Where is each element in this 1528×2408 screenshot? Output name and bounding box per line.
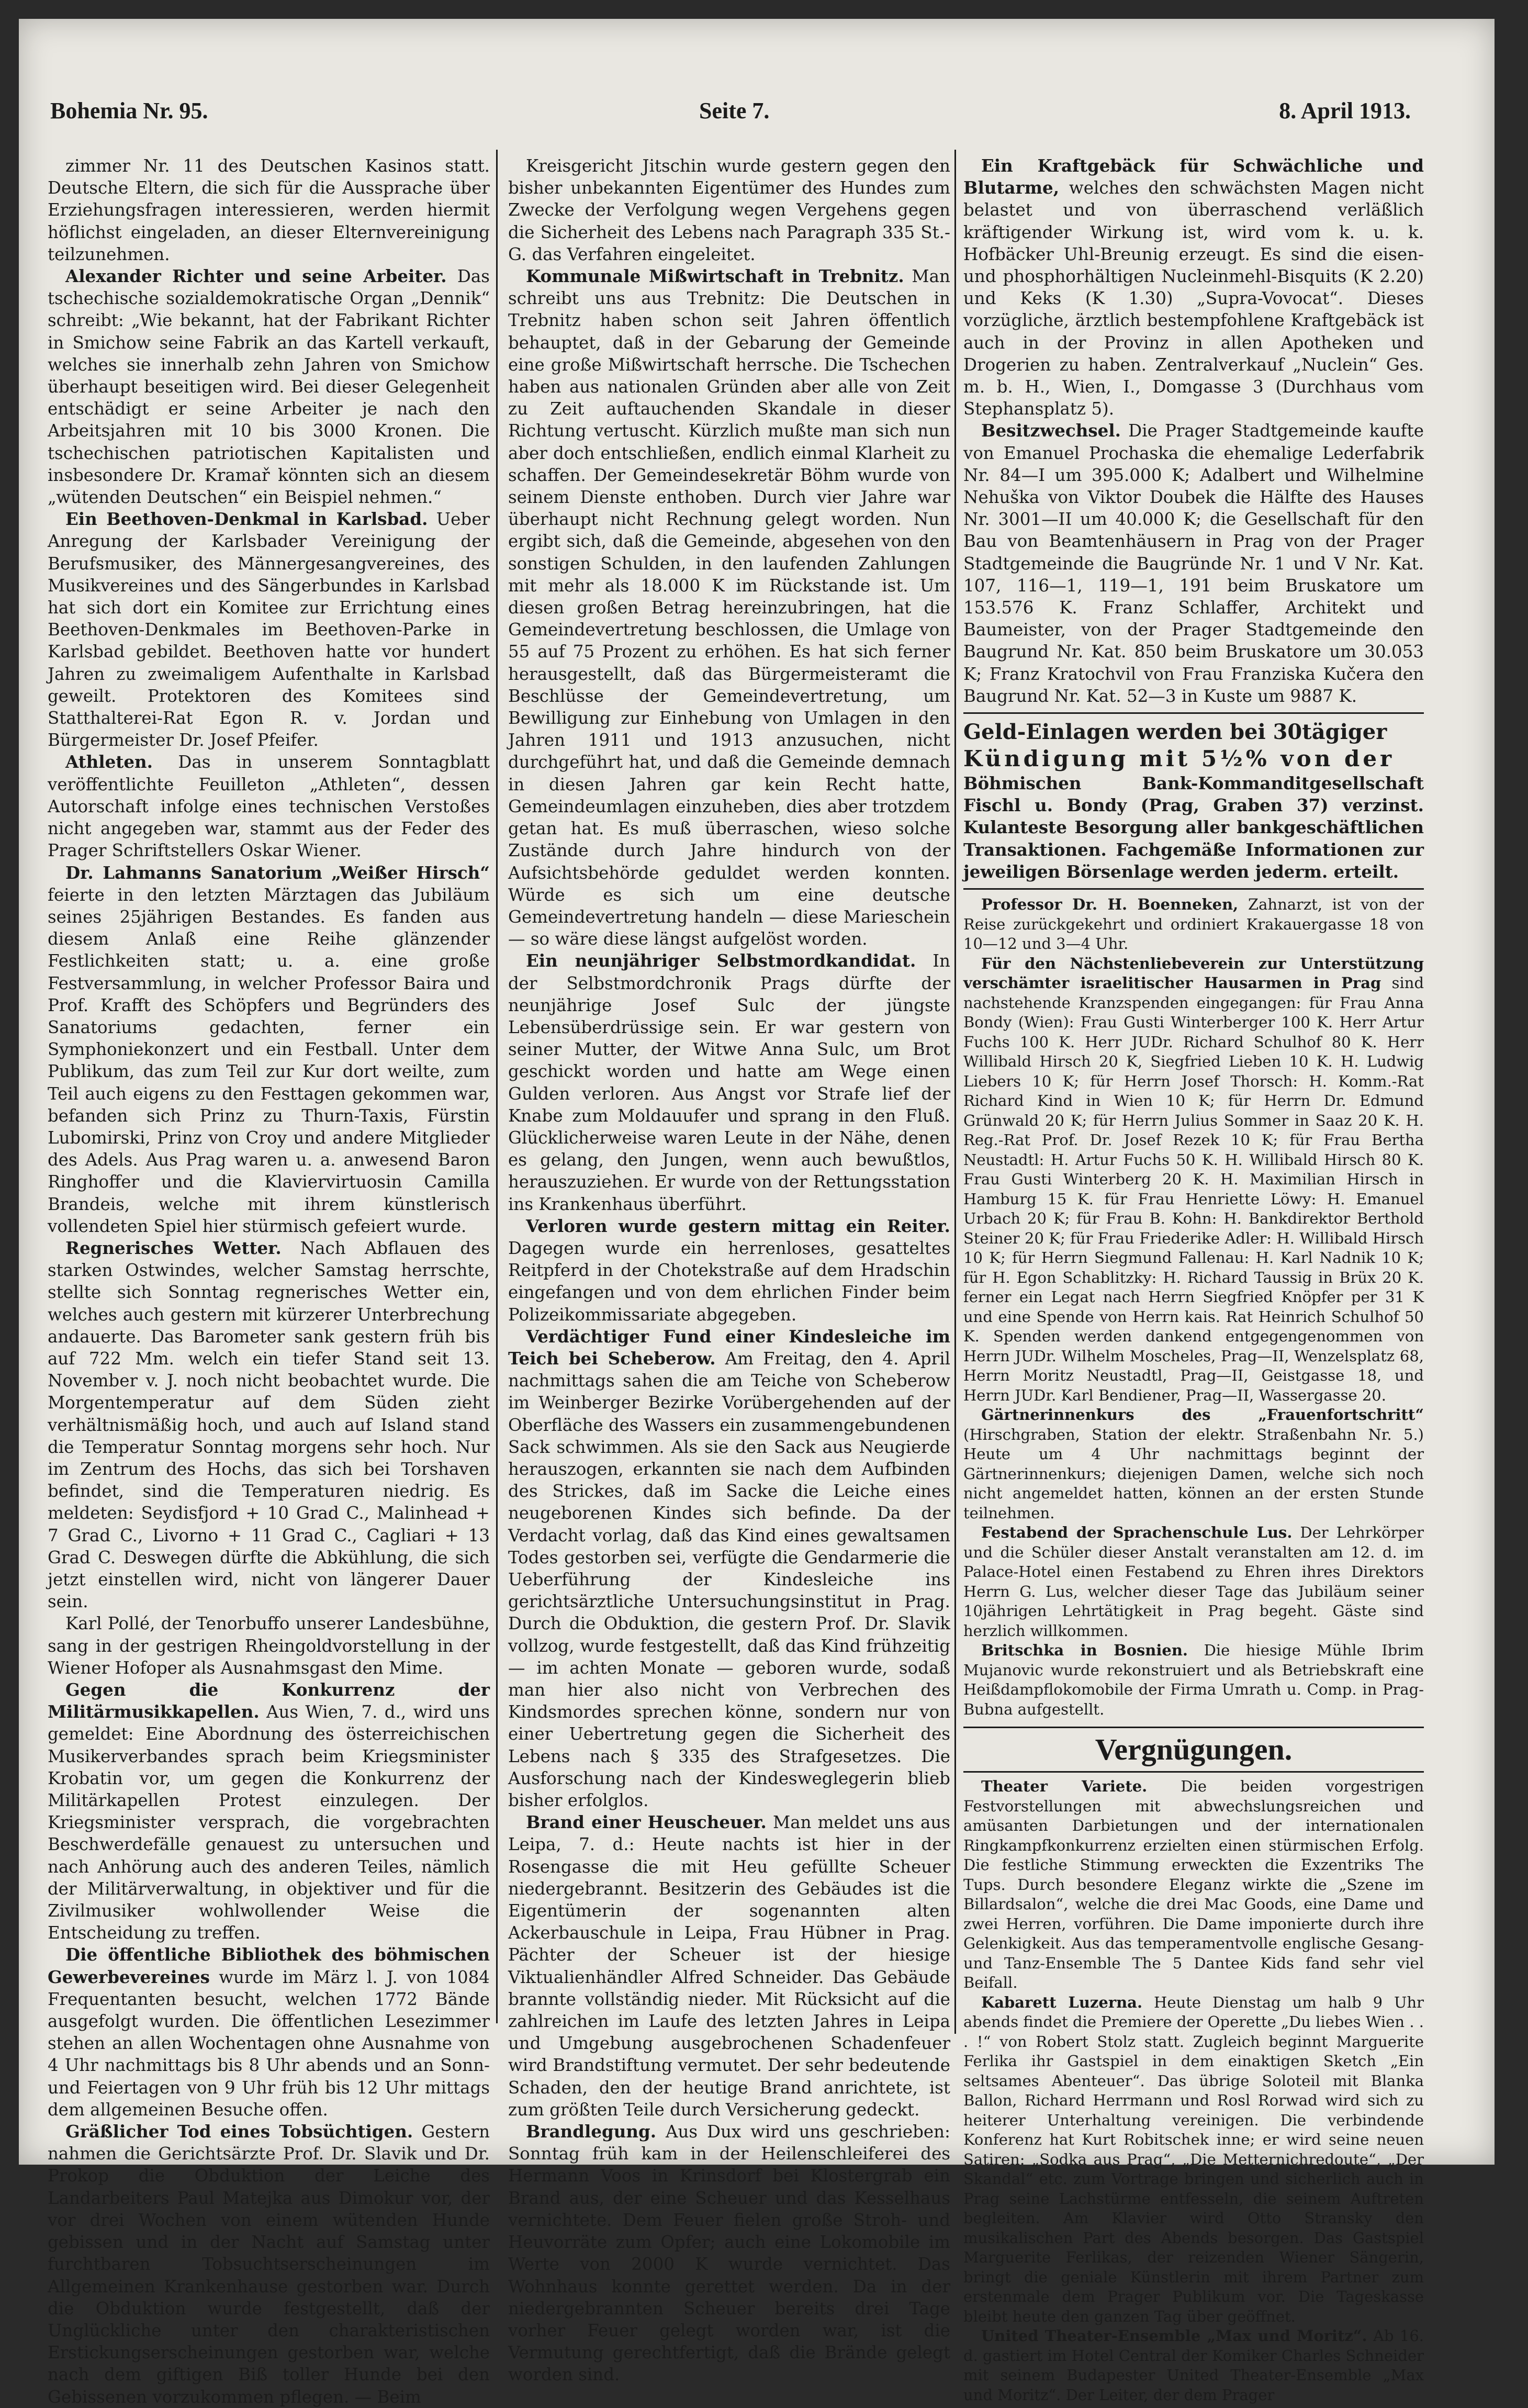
article-headline: Regnerisches Wetter. (65, 1237, 282, 1258)
column-1-article (48, 862, 490, 1237)
column-1-article (48, 155, 490, 265)
column-2-article (508, 155, 950, 265)
column-2-article (508, 1811, 950, 2121)
article-headline: Brand einer Heuscheuer. (526, 1812, 767, 1833)
ad-border-top (963, 712, 1424, 714)
bank-ad-body: Böhmischen Bank-Kommanditgesellschaft Fischl u. Bondy (Prag, Graben 37) verzinst. Kulanteste Besorgung aller bankgeschäftlichen Transaktionen. Fachgemäße Informationen zur jeweiligen Börsenlage werden jederm. erteilt. (963, 773, 1424, 882)
column-divider (496, 150, 498, 2023)
article-headline: Kabarett Luzerna. (981, 1993, 1143, 2011)
column-3-bottom-article (963, 1993, 1424, 2327)
article-headline: Brandlegung. (526, 2121, 657, 2142)
bank-advertisement (963, 719, 1424, 883)
article-body: zimmer Nr. 11 des Deutschen Kasinos statt. Deutsche Eltern, die sich für die Aussprache über Erziehungsfragen interessieren, werden hiermit höflichst eingeladen, an dieser Elternvereinigung teilzunehmen. (48, 156, 490, 264)
masthead-date: 8. April 1913. (1279, 98, 1411, 124)
article-headline: Festabend der Sprachenschule Lus. (981, 1524, 1293, 1542)
article-body: Zahnarzt, ist von der Reise zurückgekehrt und ordiniert Krakauergasse 18 von 10—12 und 3—4 Uhr. (963, 895, 1424, 953)
column-1-article (48, 751, 490, 861)
article-headline: United Theater-Ensemble „Max und Moritz“. (981, 2327, 1367, 2345)
article-body: Aus Dux wird uns geschrieben: Sonntag früh kam in der Heilenschleiferei des Hermann Voos in Krinsdorf bei Klostergrab ein Brand aus, der eine Scheuer und das Kesselhaus vernichtete. Dem Feuer fielen große Stroh- und Heuvorräte zum Opfer; auch eine Lokomobile im Werte von 2000 K wurde vernichtet. Das Wohnhaus konnte gerettet werden. Da in der niedergebrannten Scheuer bereits drei Tage vorher Feuer gelegt worden war, ist die Vermutung gerechtfertigt, daß die Brände gelegt worden sind. (508, 2122, 950, 2385)
article-body: feierte in den letzten Märztagen das Jubiläum seines 25jährigen Bestandes. Es fanden aus diesem Anlaß eine Reihe glänzender Festlichkeiten statt; u. a. eine große Festversammlung, in welcher Professor Baira und Prof. Krafft des Schöpfers und Begründers des Sanatoriums gedachten, ferner ein Symphoniekonzert und ein Festball. Unter dem Publikum, das zum Teil zur Kur dort weilte, zum Teil auch eigens zu den Festtagen gekommen war, befanden sich Prinz zu Thurn-Taxis, Fürstin Lubomirski, Prinz von Croy und andere Mitglieder des Adels. Aus Prag waren u. a. anwesend Baron Ringhoffer und die Klaviervirtuosin Camilla Brandeis, welche mit ihrem künstlerisch vollendeten Spiel hier stürmisch gefeiert wurde. (48, 884, 490, 1236)
masthead-page-number: Seite 7. (699, 98, 770, 124)
article-body: Das in unserem Sonntagblatt veröffentlichte Feuilleton „Athleten“, dessen Autorschaft infolge eines technischen Verstoßes nicht angegeben war, stammt aus der Feder des Prager Schriftstellers Oskar Wiener. (48, 752, 490, 861)
column-2-article (508, 950, 950, 1215)
column-3-middle-articles (963, 895, 1424, 1719)
article-headline: Verdächtiger Fund einer Kindesleiche im Teich bei Scheberow. (508, 1326, 950, 1369)
article-body: Ab 16. d. gastiert im Hotel Central der Komiker Charles Schneider mit seinem Budapester United Theater-Ensemble „Max und Moritz“. Der Leiter, der dem Prager (963, 2327, 1424, 2404)
article-body: wurde im März l. J. von 1084 Frequentanten besucht, welchen 1772 Bände ausgefolgt wurden. Die öffentlichen Lesezimmer stehen an allen Wochentagen ohne Ausnahme von 4 Uhr nachmittags bis 8 Uhr abends und an Sonn- und Feiertagen von 9 Uhr früh bis 12 Uhr mittags dem allgemeinen Besuche offen. (48, 1967, 490, 2120)
column-2 (508, 155, 950, 2385)
article-body: (Hirschgraben, Station der elektr. Straßenbahn Nr. 5.) Heute um 4 Uhr nachmittags beginnt der Gärtnerinnenkurs; diejenigen Damen, welche sich noch nicht angemeldet hatten, können an der ersten Stunde teilnehmen. (963, 1425, 1424, 1522)
article-body: Die beiden vorgestrigen Festvorstellungen mit abwechslungsreichen und amüsanten Darbietungen und der internationalen Ringkampfkonkurrenz erzielten einen stürmischen Erfolg. Die festliche Stimmung erweckten die Exzentriks The Tups. Durch besondere Eleganz wirkte die „Szene im Billardsalon“, welche die drei Mac Goods, eine Dame und zwei Herren, vorführen. Die Dame imponierte durch ihre Gelenkigkeit. Aus das temperamentvolle englische Gesang- und Tanz-Ensemble The 5 Dantee Kids fand sehr viel Beifall. (963, 1777, 1424, 1992)
article-body: sind nachstehende Kranzspenden eingegangen: für Frau Anna Bondy (Wien): Frau Gusti Winterberger 100 K. Herr Artur Fuchs 100 K. Herr JUDr. Richard Schulhof 80 K. Herr Willibald Hirsch 20 K, Siegfried Lieben 10 K. H. Ludwig Liebers 10 K; für Herrn Josef Thorsch: H. Komm.-Rat Richard Kind in Wien 10 K; für Herrn Dr. Edmund Grünwald 20 K; für Herrn Julius Sommer in Saaz 20 K. H. Reg.-Rat Prof. Dr. Josef Rezek 10 K; für Frau Bertha Neustadtl: H. Artur Fuchs 50 K. H. Willibald Hirsch 80 K. Frau Gusti Winterberg 20 K. H. Maximilian Hirsch in Hamburg 15 K. für Frau Henriette Löwy: H. Emanuel Urbach 20 K; für Frau B. Kohn: H. Bankdirektor Berthold Steiner 20 K; für Frau Friederike Adler: H. Willibald Hirsch 10 K; für Herrn Siegmund Fallenau: H. Karl Nadnik 10 K; für H. Egon Schablitzky: H. Richard Taussig in Brüx 20 K. ferner ein Legat nach Herrn Siegfried Knöpfer per 31 K und eine Spende von Herrn kais. Rat Heinrich Schulhof 50 K. Spenden werden dankend entgegengenommen von Herrn JUDr. Wilhelm Moscheles, Prag—II, Wenzelsplatz 68, Herrn Moritz Neustadtl, Prag—II, Geistgasse 18, und Herrn JUDr. Karl Bendiener, Prag—II, Wassergasse 20. (963, 974, 1424, 1404)
article-headline: Verloren wurde gestern mittag ein Reiter. (526, 1215, 950, 1236)
column-1-article (48, 265, 490, 508)
masthead (50, 97, 1411, 134)
article-body: Die hiesige Mühle Ibrim Mujanovic wurde rekonstruiert und als Betriebskraft eine Heißdampflokomobile der Firma Umrath u. Comp. in Prag-Bubna aufgestellt. (963, 1641, 1424, 1718)
column-1 (48, 155, 490, 2407)
article-headline: Alexander Richter und seine Arbeiter. (65, 266, 447, 287)
column-1-article (48, 2121, 490, 2408)
column-3-mid-article (963, 1523, 1424, 1641)
newspaper-page (19, 19, 1495, 2407)
article-body: Kreisgericht Jitschin wurde gestern gegen den bisher unbekannten Eigentümer des Hundes zum Zwecke der Verfolgung wegen Vergehens gegen die Sicherheit des Lebens nach Paragraph 335 St.-G. das Verfahren eingeleitet. (508, 156, 950, 264)
article-body: Karl Pollé, der Tenorbuffo unserer Landesbühne, sang in der gestrigen Rheingoldvorstellung in der Wiener Hofoper als Ausnahmsgast den Mime. (48, 1614, 490, 1678)
article-headline: Ein neunjähriger Selbstmordkandidat. (526, 950, 916, 971)
column-3-mid-article (963, 1641, 1424, 1719)
column-3-top-article (963, 155, 1424, 420)
bank-ad-line-1: Geld-Einlagen werden bei 30tägiger (963, 720, 1387, 745)
article-body: Ueber Anregung der Karlsbader Vereinigung der Berufsmusiker, des Männergesangvereines, des Musikvereines und des Sängerbundes in Karlsbad hat sich dort ein Komitee zur Errichtung eines Beethoven-Denkmales im Beethoven-Parke in Karlsbad gebildet. Beethoven hatte vor hundert Jahren zu zweimaligem Aufenthalte in Karlsbad geweilt. Protektoren des Komitees sind Statthalterei-Rat Egon R. v. Jordan und Bürgermeister Dr. Josef Pfeifer. (48, 509, 490, 751)
column-1-article (48, 1237, 490, 1612)
article-headline: Britschka in Bosnien. (981, 1641, 1188, 1660)
column-3-mid-article (963, 895, 1424, 954)
column-3-bottom-article (963, 1777, 1424, 1993)
column-2-article (508, 1215, 950, 1326)
article-headline: Gräßlicher Tod eines Tobsüchtigen. (65, 2121, 413, 2142)
column-3-top-articles (963, 155, 1424, 707)
column-2-article (508, 1326, 950, 1811)
bank-ad-line-2: Kündigung mit 5½% von der (963, 746, 1395, 772)
article-body: In der Selbstmordchronik Prags dürfte der neunjährige Josef Sulc der jüngste Lebensüberdrüssige sein. Er war gestern von seiner Mutter, der Witwe Anna Sulc, um Brot geschickt worden und hatte am Wege einen Gulden verloren. Aus Angst vor Strafe lief der Knabe zum Moldauufer und sprang in den Fluß. Glücklicherweise waren Leute in der Nähe, denen es gelang, den Jungen, wenn auch bewußtlos, herauszuziehen. Er wurde von der Rettungsstation ins Krankenhaus überführt. (508, 951, 950, 1214)
column-3-mid-article (963, 1405, 1424, 1523)
column-3-top-article (963, 420, 1424, 707)
ad-border-bottom (963, 888, 1424, 890)
article-body: Am Freitag, den 4. April nachmittags sahen die am Teiche von Scheberow im Weinberger Bezirke Vorübergehenden auf der Oberfläche des Wassers ein zusammengebundenen Sack schwimmen. Als sie den Sack aus Neugierde herauszogen, erkannten sie nach dem Aufbinden des Strickes, daß im Sacke die Leiche eines neugeborenen Kindes sich befinde. Da der Verdacht vorlag, daß das Kind eines gewaltsamen Todes gestorben sei, verfügte die Gendarmerie die Ueberführung der Kindesleiche ins gerichtsärztliche Untersuchungsinstitut in Prag. Durch die Obduktion, die gestern Prof. Dr. Slavik vollzog, wurde festgestellt, daß das Kind frühzeitig — im achten Monate — geboren wurde, sodaß man hier also nicht von Verbrechen des Kindsmordes sprechen könne, sondern nur von einer Uebertretung gegen die Sicherheit des Lebens nach § 335 des Strafgesetzes. Die Ausforschung nach der Kindesweglegerin blieb bisher erfolglos. (508, 1348, 950, 1811)
article-body: Aus Wien, 7. d., wird uns gemeldet: Eine Abordnung des österreichischen Musikerverbandes sprach beim Kriegsminister Krobatin vor, um gegen die Konkurrenz der Militärkapellen Protest einzulegen. Der Kriegsminister versprach, die vorgebrachten Beschwerdefälle genauest zu untersuchen und nach Anhörung auch des anderen Teiles, nämlich der Militärverwaltung, in objektiver und für die Zivilmusiker wohlwollender Weise die Entscheidung zu treffen. (48, 1702, 490, 1943)
column-1-article (48, 1679, 490, 1944)
masthead-paper-issue: Bohemia Nr. 95. (50, 98, 208, 124)
article-headline: Kommunale Mißwirtschaft in Trebnitz. (526, 266, 904, 287)
article-body: Man meldet uns aus Leipa, 7. d.: Heute nachts ist hier in der Rosengasse die mit Heu gefüllte Scheuer niedergebrannt. Besitzerin des Gebäudes ist die Eigentümerin der sogenannten alten Ackerbauschule in Leipa, Frau Hübner in Prag. Pächter der Scheuer ist der hiesige Viktualienhändler Alfred Schneider. Das Gebäude brannte vollständig nieder. Mit Rücksicht auf die zahlreichen im Laufe des letzten Jahres in Leipa und Umgebung ausgebrochenen Schadenfeuer wird Brandstiftung vermutet. Der sehr bedeutende Schaden, den der heutige Brand anrichtete, ist zum größten Teile durch Versicherung gedeckt. (508, 1812, 950, 2120)
article-body: Gestern nahmen die Gerichtsärzte Prof. Dr. Slavik und Dr. Prokop die Obduktion der Leiche des Landarbeiters Paul Matejka aus Dimokur vor, der vor drei Wochen von einem wütenden Hunde gebissen und in der Nacht auf Samstag unter furchtbaren Tobsuchtserscheinungen im Allgemeinen Krankenhause gestorben war. Durch die Obduktion wurde festgestellt, daß der Unglückliche unter den charakteristischen Erstickungserscheinungen gestorben war, welche nach dem giftigen Biß toller Hunde bei den Gebissenen vorzukommen pflegen. — Beim (48, 2122, 490, 2407)
article-body: Der Lehrkörper und die Schüler dieser Anstalt veranstalten am 12. d. im Palace-Hotel einen Festabend zu Ehren ihres Direktors Herrn G. Lus, welcher dieser Tage das Jubiläum seiner 10jährigen Lehrtätigkeit in Prag begeht. Gäste sind herzlich willkommen. (963, 1524, 1424, 1640)
column-1-article (48, 1612, 490, 1679)
column-1-article (48, 1944, 490, 2121)
article-headline: Ein Beethoven-Denkmal in Karlsbad. (65, 509, 428, 530)
column-3-mid-article (963, 954, 1424, 1406)
article-body: Man schreibt uns aus Trebnitz: Die Deutschen in Trebnitz haben schon seit Jahren öffentlich behauptet, daß in der Gebarung der Gemeinde eine große Mißwirtschaft herrsche. Die Tschechen haben aus nationalen Gründen aber alle von Zeit zu Zeit auftauchenden Skandale in dieser Richtung vertuscht. Kürzlich mußte man sich nun aber doch entschließen, endlich einmal Klarheit zu schaffen. Der Gemeindesekretär Böhm wurde von seinem Dienste enthoben. Durch vier Jahre war überhaupt nicht Rechnung gelegt worden. Nun ergibt sich, daß die Gemeinde, abgesehen von den sonstigen Schulden, in den laufenden Zahlungen mit mehr als 18.000 K im Rückstande ist. Um diesen großen Betrag hereinzubringen, hat die Gemeindevertretung beschlossen, die Umlage von 55 auf 75 Prozent zu erhöhen. Es hat sich ferner herausgestellt, daß das Bürgermeisteramt die Beschlüsse der Gemeindevertretung, um Bewilligung zur Einhebung von Umlagen in den Jahren 1911 und 1913 anzusuchen, nicht durchgeführt hat, und daß die Gemeinde demnach in diesen Jahren gar kein Recht hatte, Gemeindeumlagen einzuheben, dies aber trotzdem getan hat. Es muß überraschen, wieso solche Zustände durch Jahre hindurch von der Aufsichtsbehörde geduldet werden konnten. Würde es sich um eine deutsche Gemeindevertretung handeln — diese Marieschein — so wäre diese längst aufgelöst worden. (508, 266, 950, 949)
article-headline: Dr. Lahmanns Sanatorium „Weißer Hirsch“ (65, 862, 490, 883)
column-3-entertainment-articles (963, 1777, 1424, 2405)
article-headline: Professor Dr. H. Boenneken, (981, 895, 1239, 914)
article-headline: Für den Nächstenliebeverein zur Unterstützung verschämter israelitischer Hausarmen in Prag (963, 954, 1424, 992)
column-1-article (48, 508, 490, 751)
column-3-bottom-article (963, 2326, 1424, 2405)
article-body: Dagegen wurde ein herrenloses, gesatteltes Reitpferd in der Chotekstraße auf dem Hradschin eingefangen und von dem ehrlichen Finder beim Polizeikommissariate abgegeben. (508, 1238, 950, 1325)
article-headline: Athleten. (65, 752, 153, 772)
section-title-entertainment: Vergnügungen. (963, 1727, 1424, 1773)
column-divider (954, 150, 956, 2034)
article-headline: Die öffentliche Bibliothek des böhmischen Gewerbevereines (48, 1944, 490, 1987)
article-headline: Theater Variete. (981, 1777, 1148, 1796)
article-body: Die Prager Stadtgemeinde kaufte von Emanuel Prochaska die ehemalige Lederfabrik Nr. 84—I um 395.000 K; Adalbert und Wilhelmine Nehuška von Viktor Doubek die Hälfte des Hauses Nr. 3001—II um 40.000 K; die Gesellschaft für den Bau von Beamtenhäusern in Prag von der Prager Stadtgemeinde die Baugründe Nr. 1 und V Nr. Kat. 107, 116—1, 119—1, 191 beim Bruskatore um 153.576 K. Franz Schlaffer, Architekt und Baumeister, von der Prager Stadtgemeinde den Baugrund Nr. Kat. 850 beim Bruskatore um 30.053 K; Franz Kratochvil von Frau Franziska Kučera den Baugrund Nr. Kat. 52—3 in Kuste um 9887 K. (963, 421, 1424, 706)
article-headline: Gegen die Konkurrenz der Militärmusikkapellen. (48, 1679, 490, 1722)
article-headline: Besitzwechsel. (981, 420, 1121, 441)
article-headline: Gärtnerinnenkurs des „Frauenfortschritt“ (981, 1406, 1424, 1424)
article-body: welches den schwächsten Magen nicht belastet und von überraschend verläßlich kräftigender Wirkung ist, wird vom k. u. k. Hofbäcker Uhl-Breunig erzeugt. Es sind die eisen- und phosphorhältigen Nucleinmehl-Bisquits (K 2.20) und Keks (K 1.30) „Supra-Vovocat“. Dieses vorzügliche, ärztlich bestempfohlene Kraftgebäck ist auch in der Provinz in allen Apotheken und Drogerien zu haben. Zentralverkauf „Nuclein“ Ges. m. b. H., Wien, I., Domgasse 3 (Durchhaus vom Stephansplatz 5). (963, 178, 1424, 419)
article-body: Heute Dienstag um halb 9 Uhr abends findet die Premiere der Operette „Du liebes Wien . . . !“ von Robert Stolz statt. Zugleich beginnt Marguerite Ferlika ihr Gastspiel in dem einaktigen Sketch „Ein seltsames Abenteuer“. Das übrige Soloteil mit Blanka Ballon, Richard Herrmann und Rosl Rorwad wird sich zu heiterer Unterhaltung vereinigen. Die verbindende Konferenz hat Kurt Robitschek inne; er wird seine neuen Satiren: „Sodka aus Prag“, „Die Metternichredoute“, „Der Skandal“ etc. zum Vortrage bringen und sicherlich auch in Prag seine Lachstürme entfesseln, die seinem Auftreten begleiten. Am Klavier wird Otto Stransky den musikalischen Part des Abends besorgen. Das Gastspiel Marguerite Ferlikas, der reizenden Wiener Sängerin, bringt die geniale Künstlerin mit ihrem Partner zum erstenmale dem Prager Publikum vor. Die Tageskasse bleibt heute den ganzen Tag über geöffnet. (963, 1993, 1424, 2325)
article-body: Nach Abflauen des starken Ostwindes, welcher Samstag herrschte, stellte sich Sonntag regnerisches Wetter ein, welches auch gestern mit kürzerer Unterbrechung andauerte. Das Barometer sank gestern früh bis auf 722 Mm. welch ein tiefer Stand seit 13. November v. J. noch nicht beobachtet wurde. Die Morgentemperatur auf dem Süden zieht verhältnismäßig hoch, und auch auf Island stand die Temperatur Sonntag morgens sehr hoch. Nur im Zentrum des Hochs, das sich bei Torshaven befindet, sind die Temperaturen niedrig. Es meldeten: Seydisfjord + 10 Grad C., Malinhead + 7 Grad C., Livorno + 11 Grad C., Cagliari + 13 Grad C. Deswegen dürfte die Abkühlung, die sich jetzt einstellen wird, nicht von längerer Dauer sein. (48, 1238, 490, 1612)
column-3 (963, 155, 1424, 2404)
column-2-article (508, 2121, 950, 2385)
article-headline: Ein Kraftgebäck für Schwächliche und Blutarme, (963, 155, 1424, 198)
article-body: Das tschechische sozialdemokratische Organ „Dennik“ schreibt: „Wie bekannt, hat der Fabrikant Richter in Smichow seine Fabrik an das Kartell verkauft, welches sie innerhalb zehn Jahren von Smichow überhaupt beseitigen wird. Bei dieser Gelegenheit entschädigt er seine Arbeiter je nach den Arbeitsjahren mit 10 bis 3000 Kronen. Die tschechischen patriotischen Kapitalisten und insbesondere Dr. Kramař könnten sich an diesem „wütenden Deutschen“ ein Beispiel nehmen.“ (48, 266, 490, 508)
column-2-article (508, 265, 950, 950)
